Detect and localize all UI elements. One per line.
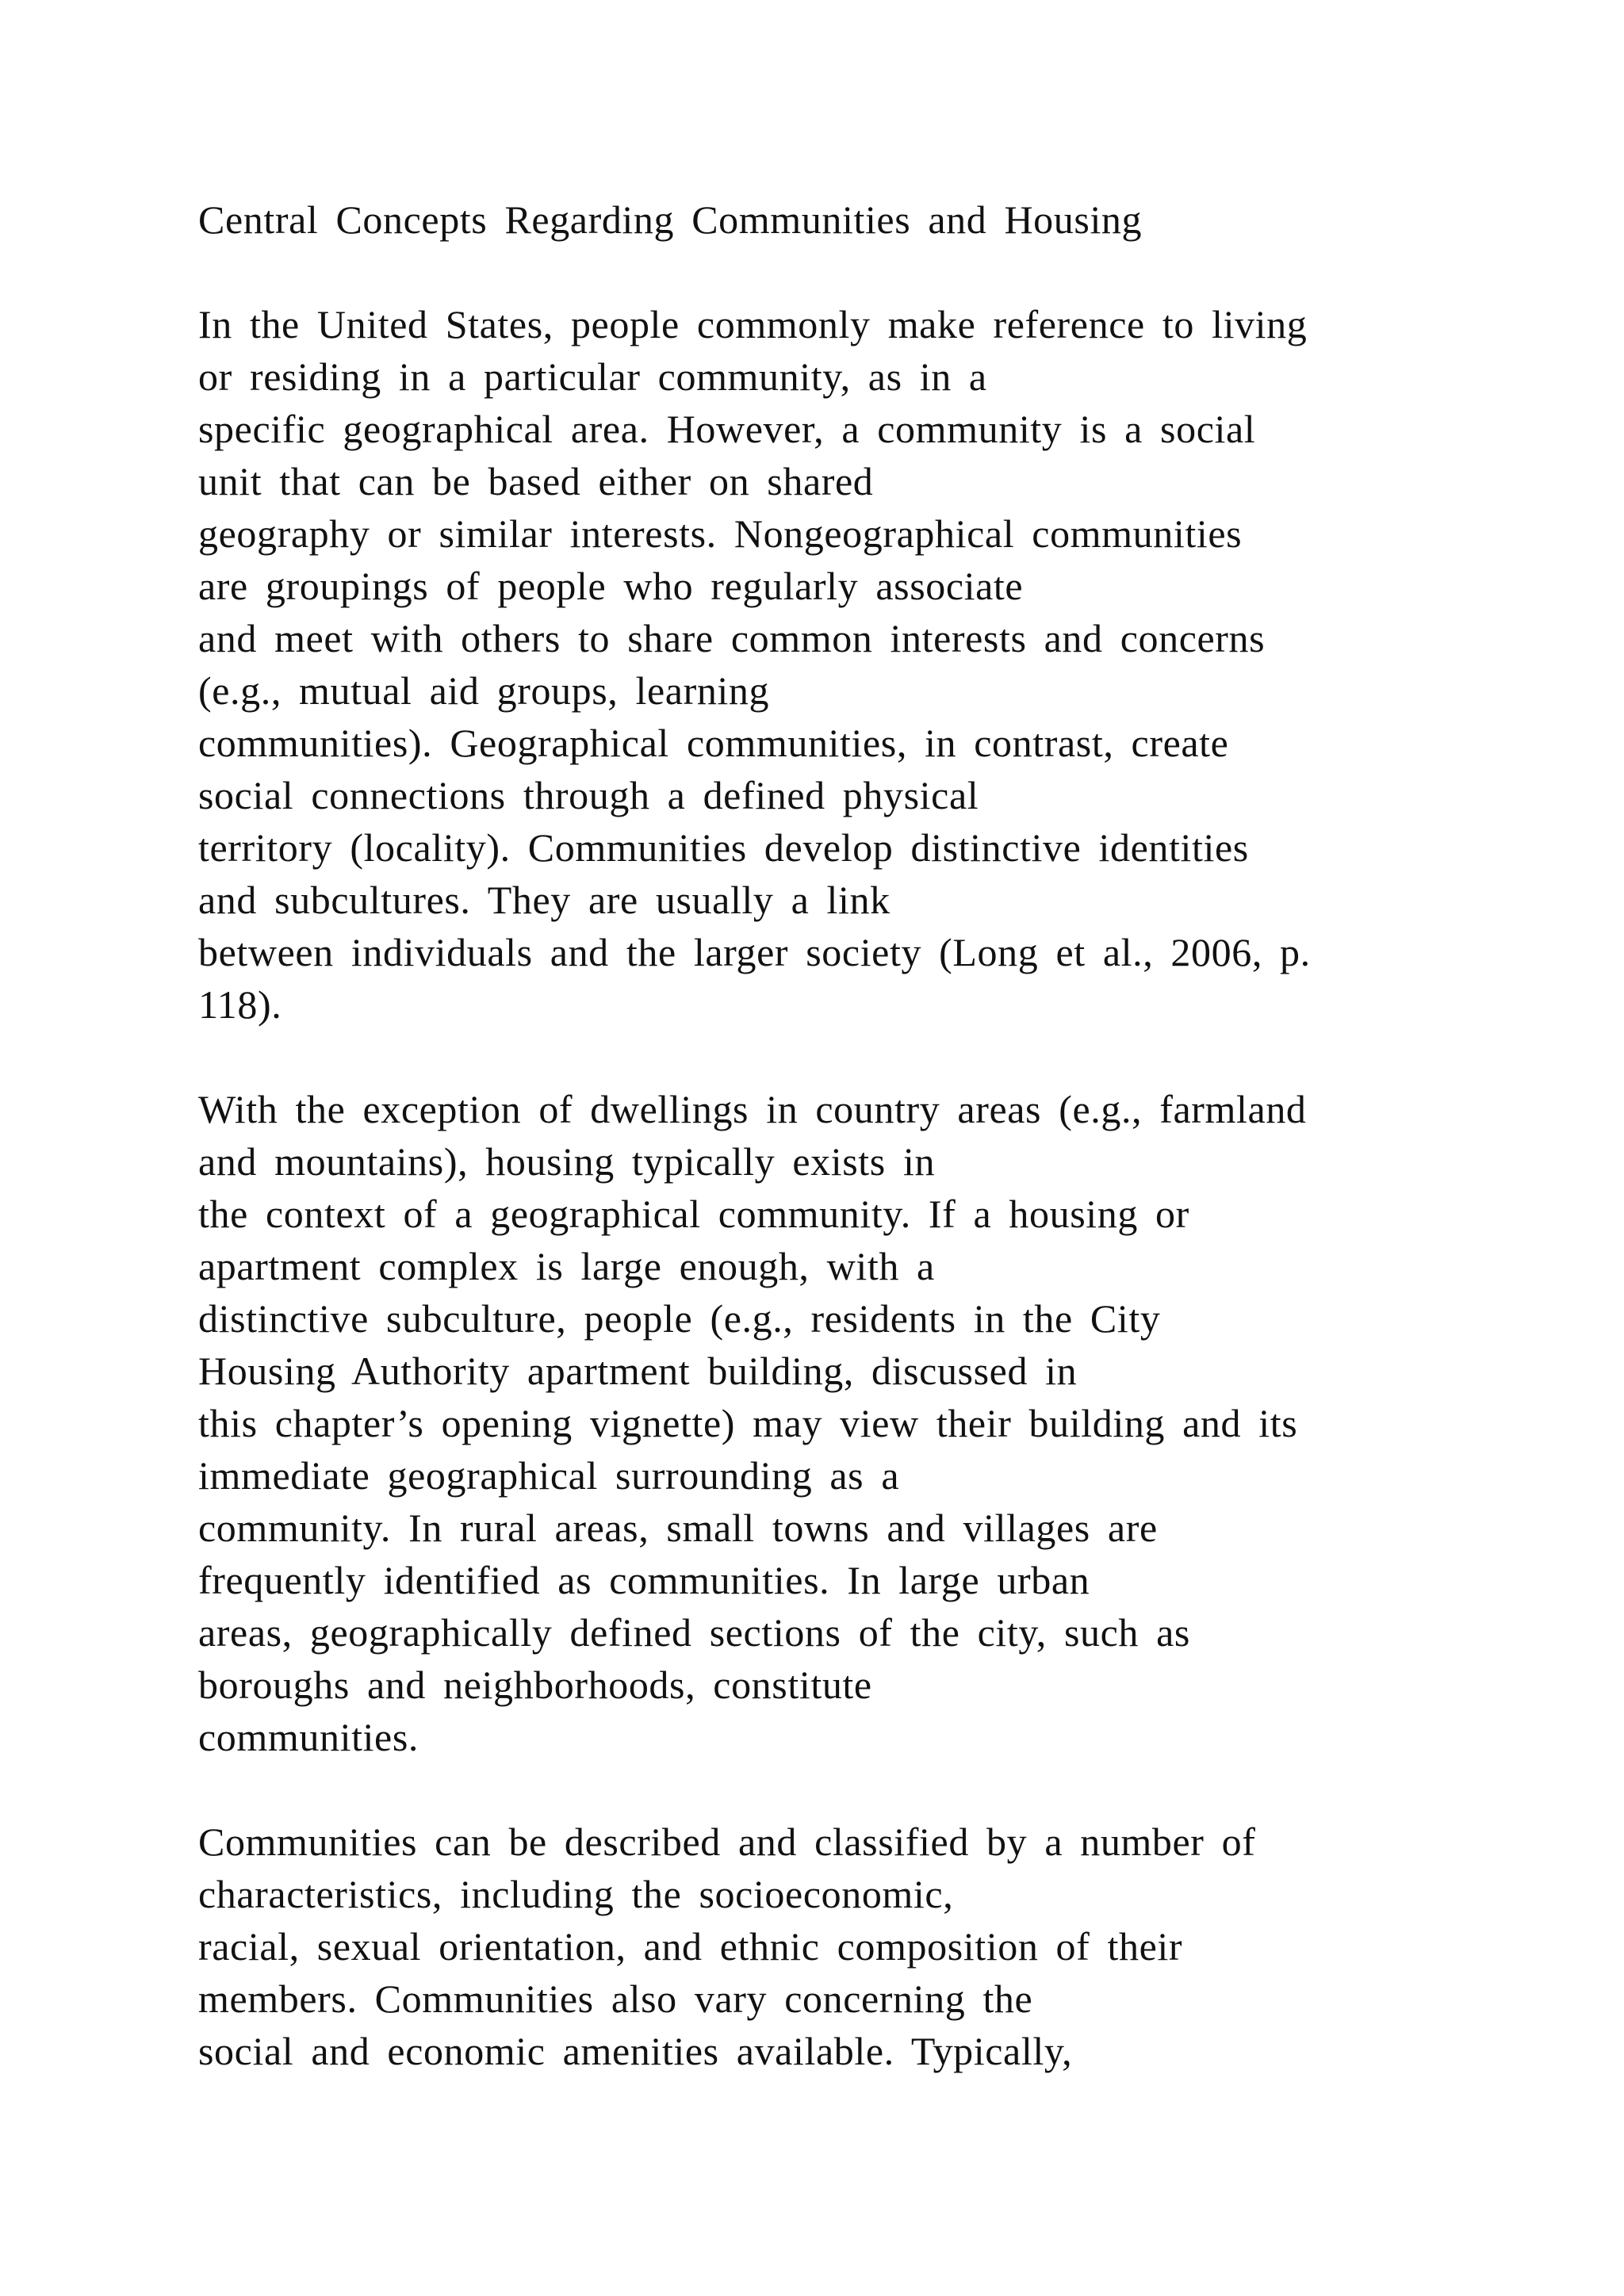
text-line: this chapter’s opening vignette) may view their building and its	[198, 1401, 1298, 1445]
text-line: community. In rural areas, small towns and villages are	[198, 1506, 1158, 1550]
text-line: between individuals and the larger society (Long et al., 2006, p.	[198, 930, 1311, 974]
text-line: apartment complex is large enough, with a	[198, 1244, 935, 1288]
text-line: or residing in a particular community, as in a	[198, 354, 987, 399]
text-line: and meet with others to share common interests and concerns	[198, 616, 1266, 660]
text-line: Communities can be described and classified by a number of	[198, 1820, 1256, 1864]
text-line: areas, geographically defined sections of the city, such as	[198, 1610, 1190, 1655]
text-line: (e.g., mutual aid groups, learning	[198, 668, 770, 713]
text-line: In the United States, people commonly make reference to living	[198, 302, 1308, 346]
text-line: characteristics, including the socioeconomic,	[198, 1872, 954, 1916]
text-line: unit that can be based either on shared	[198, 459, 874, 503]
text-line: racial, sexual orientation, and ethnic composition of their	[198, 1924, 1183, 1969]
text-line: frequently identified as communities. In large urban	[198, 1558, 1090, 1602]
text-line: With the exception of dwellings in country areas (e.g., farmland	[198, 1087, 1307, 1131]
text-line: boroughs and neighborhoods, constitute	[198, 1663, 872, 1707]
text-line: are groupings of people who regularly associate	[198, 564, 1024, 608]
text-line: geography or similar interests. Nongeographical communities	[198, 511, 1243, 556]
text-line: and mountains), housing typically exists in	[198, 1139, 936, 1184]
text-line: Housing Authority apartment building, discussed in	[198, 1349, 1078, 1393]
paragraph-3	[198, 1816, 1256, 2077]
text-line: social and economic amenities available. Typically,	[198, 2029, 1073, 2073]
text-line: distinctive subculture, people (e.g., residents in the City	[198, 1296, 1161, 1341]
text-line: territory (locality). Communities develop distinctive identities	[198, 825, 1249, 870]
text-line: and subcultures. They are usually a link	[198, 878, 891, 922]
paragraph-2	[198, 1083, 1307, 1763]
text-line: social connections through a defined physical	[198, 773, 979, 817]
text-line: 118).	[198, 982, 282, 1027]
text-line: communities). Geographical communities, in contrast, create	[198, 721, 1229, 765]
text-line: immediate geographical surrounding as a	[198, 1453, 900, 1498]
text-line: the context of a geographical community. If a housing or	[198, 1192, 1189, 1236]
text-line: communities.	[198, 1715, 419, 1759]
text-line: members. Communities also vary concerning the	[198, 1976, 1033, 2021]
paragraph-1	[198, 298, 1311, 1031]
text-line: specific geographical area. However, a community is a social	[198, 407, 1256, 451]
document-title: Central Concepts Regarding Communities and Housing	[198, 197, 1143, 242]
